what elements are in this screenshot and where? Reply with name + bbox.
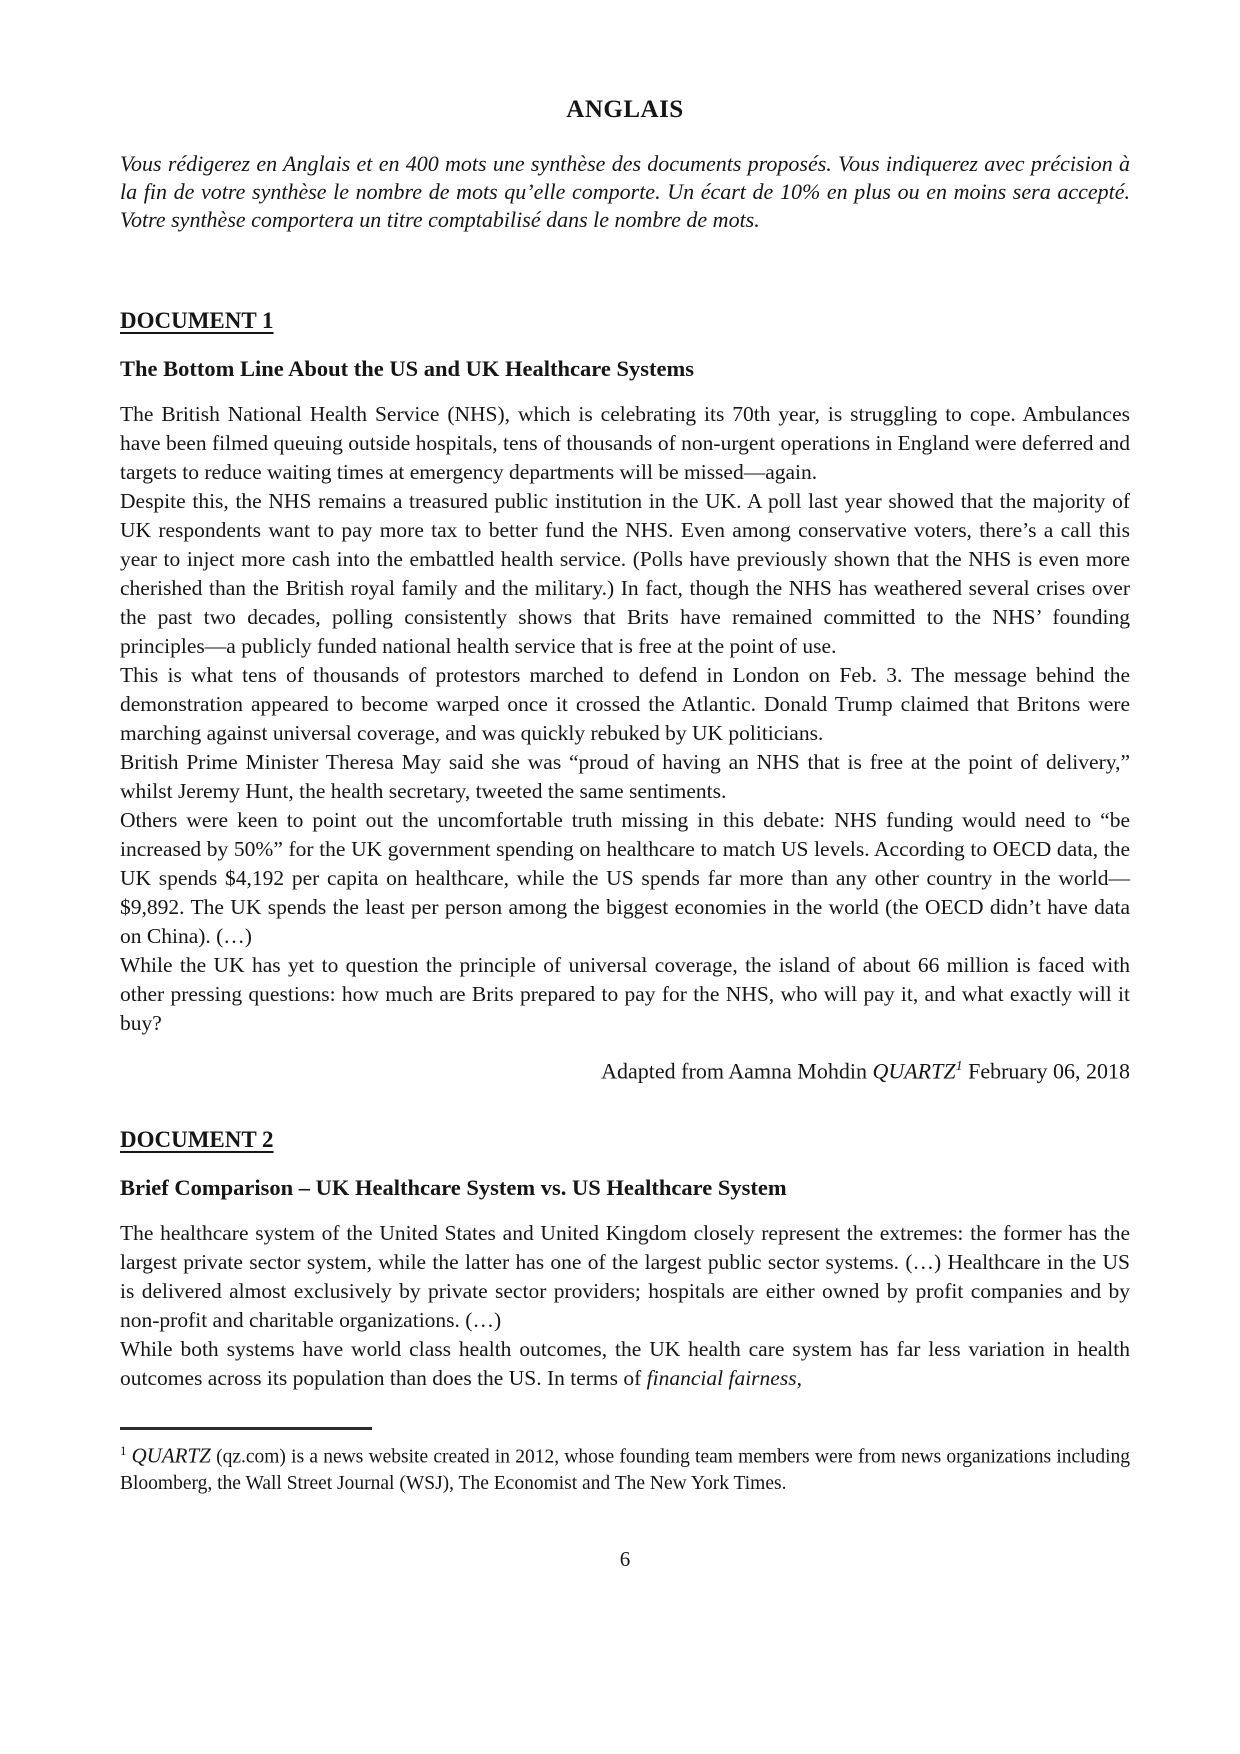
footnote-source: QUARTZ xyxy=(131,1443,211,1468)
document-1-paragraph: This is what tens of thousands of protestors marched to defend in London on Feb. 3. The message behind the demonstration appeared to become warped once it crossed the Atlantic. Donald Trump claimed that Britons were marching against universal coverage, and was quickly rebuked by UK politicians. xyxy=(120,663,1130,745)
attribution-date: February 06, 2018 xyxy=(962,1058,1130,1084)
paragraph-text: , xyxy=(796,1366,802,1391)
document-1-section xyxy=(120,306,1130,1085)
document-2-section xyxy=(120,1125,1130,1393)
attribution-prefix: Adapted from Aamna Mohdin xyxy=(601,1058,873,1084)
document-1-paragraph: British Prime Minister Theresa May said she was “proud of having an NHS that is free at the point of delivery,” whilst Jeremy Hunt, the health secretary, tweeted the same sentiments. xyxy=(120,750,1130,803)
instructions-text: Vous rédigerez en Anglais et en 400 mots une synthèse des documents proposés. Vous indiquerez avec précision à la fin de votre synthèse le nombre de mots qu’elle comporte. Un écart de 10% en plus ou en moins sera accepté. Votre synthèse comportera un titre comptabilisé dans le nombre de mots. xyxy=(120,151,1130,232)
document-1-title: The Bottom Line About the US and UK Healthcare Systems xyxy=(120,356,694,381)
attribution-line xyxy=(120,1052,1130,1085)
document-1-label: DOCUMENT 1 xyxy=(120,308,274,333)
footnote-separator xyxy=(120,1427,372,1430)
document-1-paragraph: While the UK has yet to question the principle of universal coverage, the island of about 66 million is faced with other pressing questions: how much are Brits prepared to pay for the NHS, who will pay it, and what exactly will it buy? xyxy=(120,953,1130,1035)
emphasized-phrase: financial fairness xyxy=(646,1366,797,1391)
document-2-label: DOCUMENT 2 xyxy=(120,1127,274,1153)
document-2-paragraph xyxy=(120,1335,1130,1393)
document-1-paragraph: The British National Health Service (NHS), which is celebrating its 70th year, is struggling to cope. Ambulances have been filmed queuing outside hospitals, tens of thousands of non-urgent operations in England were deferred and targets to reduce waiting times at emergency departments will be missed—again. xyxy=(120,402,1130,484)
page-number: 6 xyxy=(619,1546,631,1571)
document-2-title: Brief Comparison – UK Healthcare System vs. US Healthcare System xyxy=(120,1175,787,1201)
document-1-paragraph: Despite this, the NHS remains a treasured public institution in the UK. A poll last year showed that the majority of UK respondents want to pay more tax to better fund the NHS. Even among conservative voters, there’s a call this year to inject more cash into the embattled health service. (Polls have previously shown that the NHS is even more cherished than the British royal family and the military.) In fact, though the NHS has weathered several crises over the past two decades, polling consistently shows that Brits have remained committed to the NHS’ founding principles—a publicly funded national health service that is free at the point of use. xyxy=(120,489,1130,658)
footnote-body: (qz.com) is a news website created in 2012, whose founding team members were from news organizations including Bloomberg, the Wall Street Journal (WSJ), The Economist and The New York Times. xyxy=(120,1446,1130,1494)
footnote-reference-marker: 1 xyxy=(955,1059,963,1074)
paragraph-text: While both systems have world class health outcomes, the UK health care system has far less variation in health outcomes across its population than does the US. In terms of xyxy=(120,1337,1130,1391)
document-2-paragraph: The healthcare system of the United States and United Kingdom closely represent the extremes: the former has the largest private sector system, while the latter has one of the largest public sector systems. (…) Healthcare in the US is delivered almost exclusively by private sector providers; hospitals are either owned by profit companies and by non-profit and charitable organizations. (…) xyxy=(120,1221,1130,1333)
attribution-source: QUARTZ xyxy=(872,1058,956,1084)
footnote-number: 1 xyxy=(120,1443,127,1459)
footnote-text xyxy=(120,1438,1130,1497)
page-title: ANGLAIS xyxy=(566,96,684,123)
document-1-paragraph: Others were keen to point out the uncomfortable truth missing in this debate: NHS funding would need to “be increased by 50%” for the UK government spending on healthcare to match US levels. According to OECD data, the UK spends $4,192 per capita on healthcare, while the US spends far more than any other country in the world—$9,892. The UK spends the least per person among the biggest economies in the world (the OECD didn’t have data on China). (…) xyxy=(120,808,1130,948)
